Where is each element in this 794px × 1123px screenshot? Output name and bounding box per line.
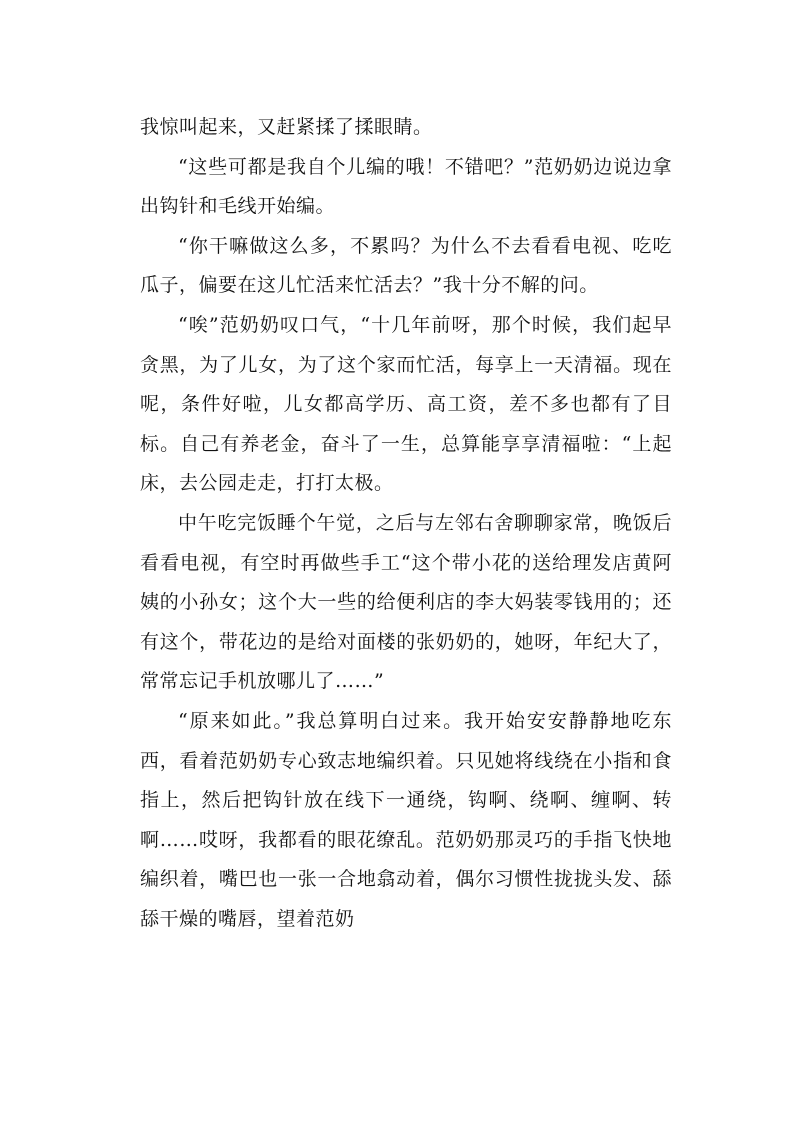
paragraph-2: “这些可都是我自个儿编的哦！不错吧？”范奶奶边说边拿出钩针和毛线开始编。 [140, 155, 672, 218]
paragraph-1: 我惊叫起来，又赶紧揉了揉眼睛。 [140, 116, 433, 138]
story-text [140, 108, 672, 939]
paragraph-5: 中午吃完饭睡个午觉，之后与左邻右舍聊聊家常，晚饭后看看电视，有空时再做些手工“这个带小花的送给理发店黄阿姨的小孙女；这个大一些的给便利店的李大妈装零钱用的；还有这个，带花边的是给对面楼的张奶奶的，她呀，年纪大了，常常忘记手机放哪儿了……” [140, 511, 672, 693]
paragraph-6: “原来如此。”我总算明白过来。我开始安安静静地吃东西，看着范奶奶专心致志地编织着。只见她将线绕在小指和食指上，然后把钩针放在线下一通绕，钩啊、绕啊、缠啊、转啊……哎呀，我都看的眼花缭乱。范奶奶那灵巧的手指飞快地编织着，嘴巴也一张一合地翕动着，偶尔习惯性拢拢头发、舔舔干燥的嘴唇，望着范奶 [140, 709, 672, 930]
paragraph-3: “你干嘛做这么多，不累吗？为什么不去看看电视、吃吃瓜子，偏要在这儿忙活来忙活去？”我十分不解的问。 [140, 234, 672, 297]
paragraph-4: “唉”范奶奶叹口气，“十几年前呀，那个时候，我们起早贪黑，为了儿女，为了这个家而忙活，每享上一天清福。现在呢，条件好啦，儿女都高学历、高工资，差不多也都有了目标。自己有养老金，奋斗了一生，总算能享享清福啦：“上起床，去公园走走，打打太极。 [140, 313, 672, 495]
